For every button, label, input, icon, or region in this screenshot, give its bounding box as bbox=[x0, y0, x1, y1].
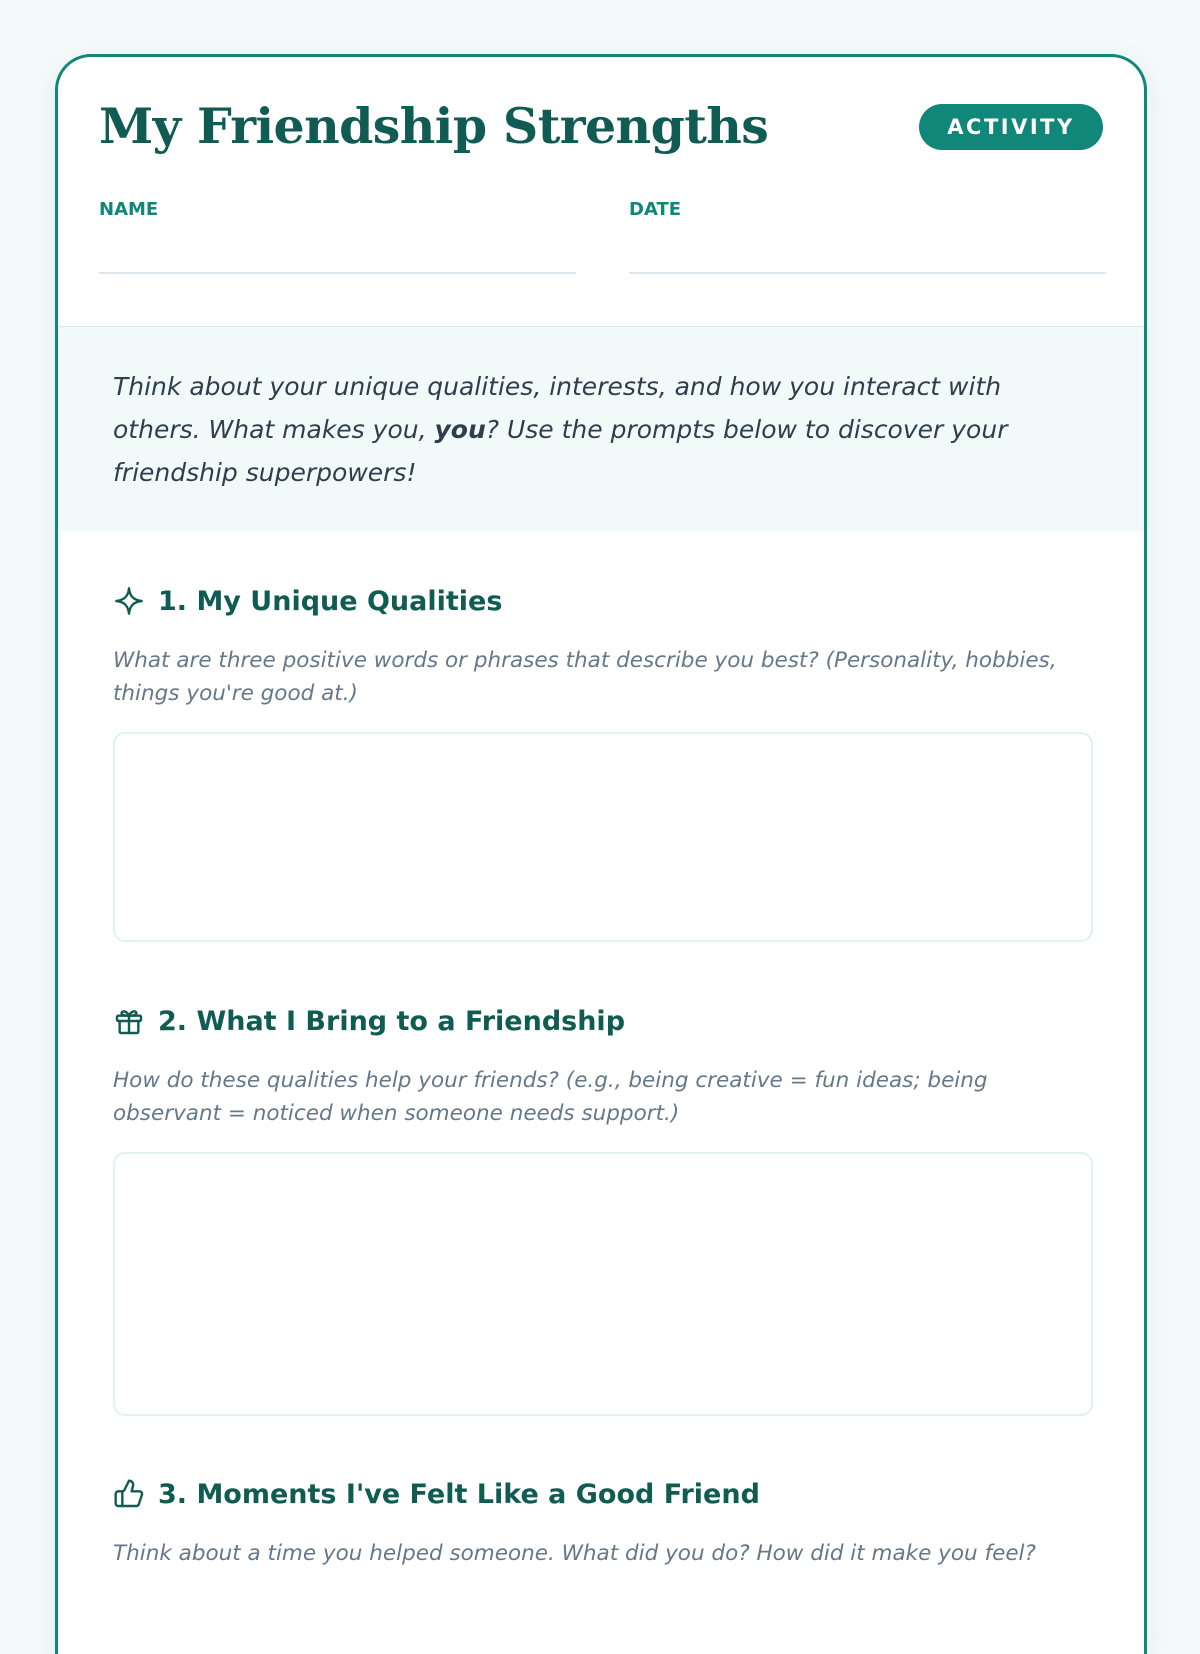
section-prompt: How do these qualities help your friends? (e.g., being creative = fun ideas; being observant = noticed when someone needs support.) bbox=[113, 1068, 988, 1126]
date-field[interactable] bbox=[629, 199, 1106, 274]
thumbs-up-icon bbox=[113, 1478, 145, 1510]
section-what-i-bring bbox=[113, 1005, 1093, 1416]
worksheet-header bbox=[58, 57, 1144, 327]
section-prompt: What are three positive words or phrases that describe you best? (Personality, hobbies, things you're good at.) bbox=[113, 648, 1057, 706]
activity-badge: ACTIVITY bbox=[919, 104, 1103, 150]
section-heading bbox=[113, 1478, 1093, 1510]
name-input-line[interactable] bbox=[99, 272, 576, 274]
section-heading-text: 2. What I Bring to a Friendship bbox=[158, 1005, 626, 1037]
intro-text-part: ? Use the prompts below to discover your friendship superpowers! bbox=[113, 415, 1008, 487]
section-heading-text: 1. My Unique Qualities bbox=[158, 585, 503, 617]
intro-emphasis: you bbox=[434, 415, 486, 444]
sparkle-icon bbox=[113, 585, 145, 617]
section-heading bbox=[113, 1005, 1093, 1037]
page-title: My Friendship Strengths bbox=[99, 97, 769, 155]
section-prompt: Think about a time you helped someone. What did you do? How did it make you feel? bbox=[113, 1541, 1036, 1566]
worksheet-card bbox=[55, 54, 1147, 1654]
intro-text-part: Think about your unique qualities, interests, and how you interact with others. What makes you, bbox=[113, 372, 1002, 444]
section-unique-qualities bbox=[113, 585, 1093, 942]
section-heading bbox=[113, 585, 1093, 617]
name-field[interactable] bbox=[99, 199, 576, 274]
intro-text bbox=[58, 327, 1144, 531]
unique-qualities-answer-box[interactable] bbox=[113, 732, 1093, 942]
date-input-line[interactable] bbox=[629, 272, 1106, 274]
date-label: DATE bbox=[629, 199, 682, 220]
name-label: NAME bbox=[99, 199, 159, 220]
section-heading-text: 3. Moments I've Felt Like a Good Friend bbox=[158, 1478, 760, 1510]
what-i-bring-answer-box[interactable] bbox=[113, 1152, 1093, 1416]
section-good-friend-moments bbox=[113, 1478, 1093, 1570]
gift-icon bbox=[113, 1005, 145, 1037]
